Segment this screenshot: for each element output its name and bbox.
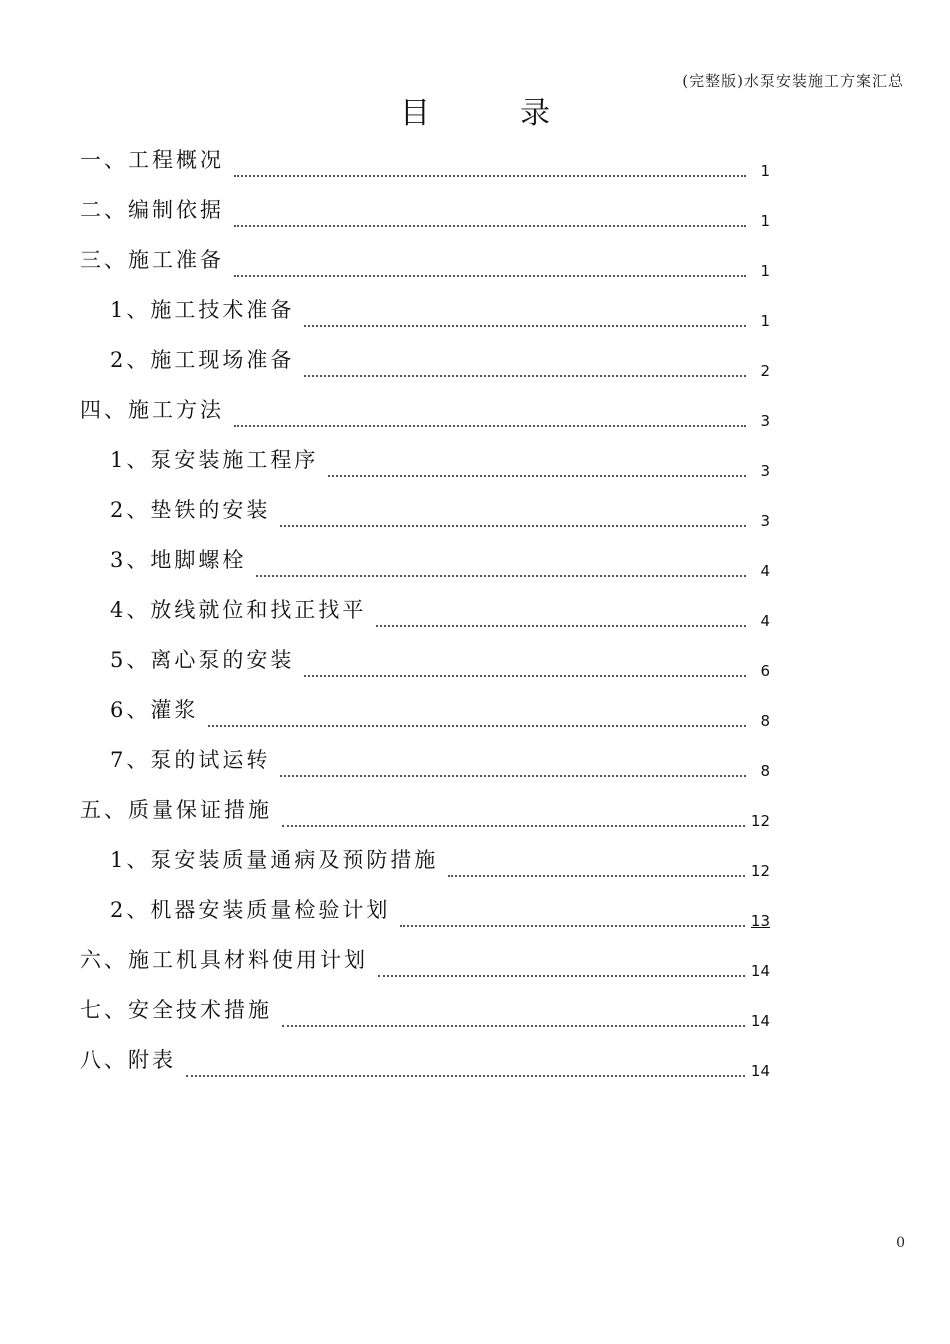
toc-dot-leader — [328, 475, 746, 477]
toc-entry-label: 七、安全技术措施 — [80, 998, 272, 1022]
toc-subentry[interactable] — [80, 435, 770, 485]
toc-dot-leader — [282, 825, 745, 827]
toc-entry-label: 三、施工准备 — [80, 248, 224, 272]
toc-entry[interactable] — [80, 135, 770, 185]
toc-subentry[interactable] — [80, 835, 770, 885]
toc-entry[interactable] — [80, 935, 770, 985]
page-title: 目录 — [400, 96, 640, 131]
toc-entry-page: 8 — [760, 762, 770, 780]
toc-dot-leader — [208, 725, 746, 727]
toc-entry-page: 13 — [750, 912, 770, 930]
toc-dot-leader — [400, 925, 745, 927]
toc-entry-label: 一、工程概况 — [80, 148, 224, 172]
toc-subentry[interactable] — [80, 335, 770, 385]
toc-entry-page: 3 — [760, 462, 770, 480]
toc-entry-label: 1、泵安装质量通病及预防措施 — [110, 848, 439, 872]
toc-entry-page: 14 — [750, 962, 770, 980]
toc-dot-leader — [378, 975, 745, 977]
toc-dot-leader — [280, 525, 746, 527]
toc-subentry[interactable] — [80, 885, 770, 935]
toc-entry-label: 2、施工现场准备 — [110, 348, 295, 372]
toc-entry-page: 4 — [760, 612, 770, 630]
page-number: 0 — [896, 1235, 905, 1251]
toc-entry-label: 1、施工技术准备 — [110, 298, 295, 322]
toc-entry-page: 12 — [750, 862, 770, 880]
toc-entry-label: 四、施工方法 — [80, 398, 224, 422]
toc-entry-label: 六、施工机具材料使用计划 — [80, 948, 368, 972]
toc-subentry[interactable] — [80, 635, 770, 685]
toc-entry-page: 3 — [760, 512, 770, 530]
toc-entry[interactable] — [80, 235, 770, 285]
toc-subentry[interactable] — [80, 485, 770, 535]
toc-dot-leader — [304, 375, 746, 377]
toc-dot-leader — [282, 1025, 745, 1027]
toc-dot-leader — [234, 175, 746, 177]
toc-entry-label: 2、机器安装质量检验计划 — [110, 898, 391, 922]
toc-dot-leader — [304, 325, 746, 327]
toc-entry-label: 7、泵的试运转 — [110, 748, 271, 772]
toc-entry-page: 1 — [760, 262, 770, 280]
document-header: (完整版)水泵安装施工方案汇总 — [682, 72, 904, 90]
toc-subentry[interactable] — [80, 585, 770, 635]
toc-dot-leader — [280, 775, 746, 777]
toc-dot-leader — [234, 275, 746, 277]
toc-entry-page: 1 — [760, 312, 770, 330]
table-of-contents — [80, 135, 770, 1085]
toc-dot-leader — [304, 675, 746, 677]
toc-entry[interactable] — [80, 1035, 770, 1085]
toc-entry-label: 6、灌浆 — [110, 698, 199, 722]
toc-dot-leader — [234, 225, 746, 227]
toc-dot-leader — [256, 575, 746, 577]
toc-subentry[interactable] — [80, 285, 770, 335]
toc-entry[interactable] — [80, 985, 770, 1035]
toc-entry[interactable] — [80, 785, 770, 835]
toc-entry-page: 12 — [750, 812, 770, 830]
toc-dot-leader — [448, 875, 745, 877]
toc-entry-page: 1 — [760, 162, 770, 180]
toc-subentry[interactable] — [80, 685, 770, 735]
toc-dot-leader — [186, 1075, 745, 1077]
toc-entry-page: 14 — [750, 1012, 770, 1030]
toc-entry[interactable] — [80, 385, 770, 435]
toc-entry-page: 4 — [760, 562, 770, 580]
toc-dot-leader — [234, 425, 746, 427]
toc-entry-page: 6 — [760, 662, 770, 680]
toc-entry-label: 五、质量保证措施 — [80, 798, 272, 822]
toc-entry-label: 1、泵安装施工程序 — [110, 448, 319, 472]
toc-entry-page: 3 — [760, 412, 770, 430]
toc-entry-page: 8 — [760, 712, 770, 730]
toc-entry-label: 2、垫铁的安装 — [110, 498, 271, 522]
toc-entry-label: 八、附表 — [80, 1048, 176, 1072]
toc-subentry[interactable] — [80, 735, 770, 785]
toc-entry-page: 2 — [760, 362, 770, 380]
toc-entry-page: 1 — [760, 212, 770, 230]
toc-entry-label: 4、放线就位和找正找平 — [110, 598, 367, 622]
toc-entry-label: 二、编制依据 — [80, 198, 224, 222]
toc-subentry[interactable] — [80, 535, 770, 585]
toc-dot-leader — [376, 625, 746, 627]
toc-entry[interactable] — [80, 185, 770, 235]
toc-entry-label: 5、离心泵的安装 — [110, 648, 295, 672]
toc-entry-page: 14 — [750, 1062, 770, 1080]
toc-entry-label: 3、地脚螺栓 — [110, 548, 247, 572]
